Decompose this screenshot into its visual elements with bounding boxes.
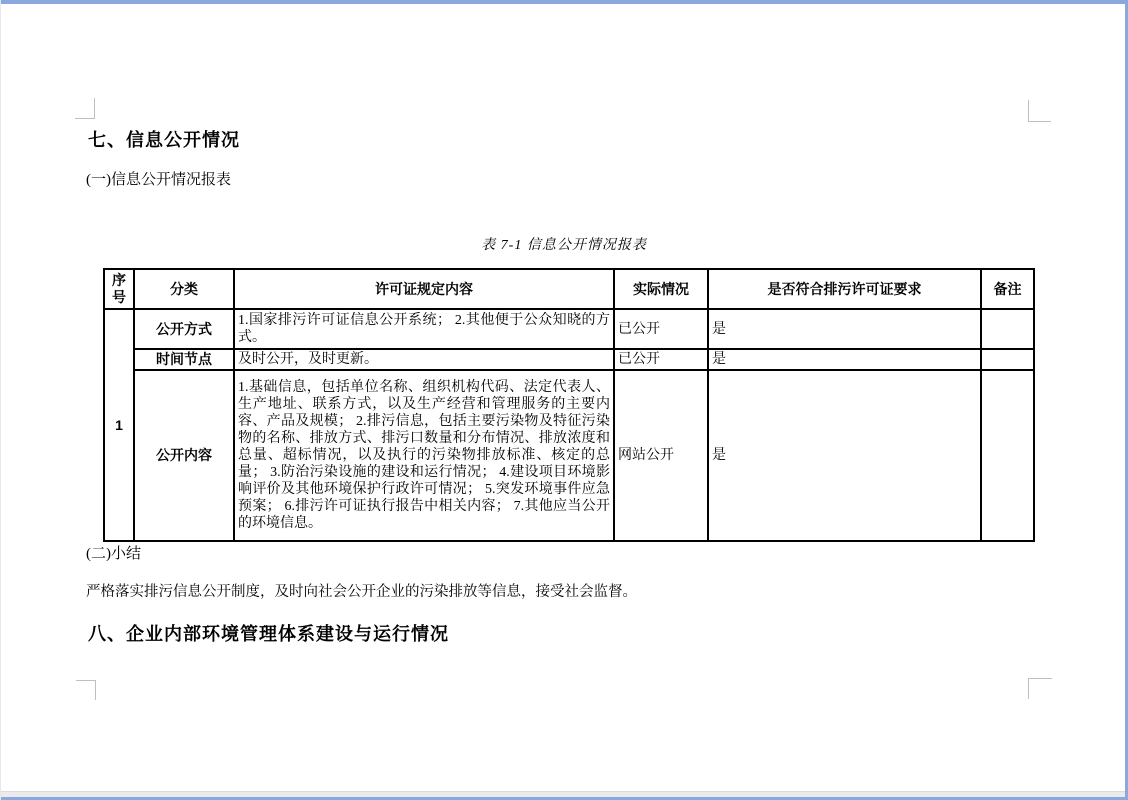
table-row — [104, 349, 1034, 370]
compliance-cell: 是 — [708, 349, 981, 370]
header-compliance: 是否符合排污许可证要求 — [708, 269, 981, 309]
content-cell: 1.基础信息，包括单位名称、组织机构代码、法定代表人、生产地址、联系方式，以及生产经营和管理服务的主要内容、产品及规模； 2.排污信息，包括主要污染物及特征污染物的名称、排放方式、排污口数量和分布情况、排放浓度和总量、超标情况，以及执行的污染物排放标准、核定的总量； 3.防治污染设施的建设和运行情况； 4.建设项目环境影响评价及其他环境保护行政许可情况； 5.突发环境事件应急预案； 6.排污许可证执行报告中相关内容； 7.其他应当公开的环境信息。 — [234, 370, 614, 541]
header-remark: 备注 — [981, 269, 1034, 309]
remark-cell — [981, 349, 1034, 370]
category-cell: 时间节点 — [134, 349, 234, 370]
content-cell: 及时公开，及时更新。 — [234, 349, 614, 370]
table-row — [104, 309, 1034, 349]
header-serial: 序号 — [104, 269, 134, 309]
subsection-2-heading: (二)小结 — [86, 546, 141, 562]
actual-cell: 已公开 — [614, 309, 708, 349]
remark-cell — [981, 309, 1034, 349]
header-permit-content: 许可证规定内容 — [234, 269, 614, 309]
content-cell: 1.国家排污许可证信息公开系统； 2.其他便于公众知晓的方式。 — [234, 309, 614, 349]
disclosure-table — [103, 268, 1035, 542]
header-actual: 实际情况 — [614, 269, 708, 309]
table-header-row — [104, 269, 1034, 309]
category-cell: 公开内容 — [134, 370, 234, 541]
window-border-left — [0, 0, 1, 800]
crop-mark-bottom-right — [1028, 678, 1052, 699]
actual-cell: 网站公开 — [614, 370, 708, 541]
header-category: 分类 — [134, 269, 234, 309]
actual-cell: 已公开 — [614, 349, 708, 370]
compliance-cell: 是 — [708, 370, 981, 541]
section-7-heading: 七、信息公开情况 — [88, 130, 240, 150]
window-border-top — [0, 0, 1128, 4]
remark-cell — [981, 370, 1034, 541]
crop-mark-bottom-left — [76, 680, 96, 700]
crop-mark-top-right — [1028, 100, 1051, 122]
category-cell: 公开方式 — [134, 309, 234, 349]
section-8-heading: 八、企业内部环境管理体系建设与运行情况 — [88, 624, 449, 644]
table-caption: 表 7-1 信息公开情况报表 — [481, 238, 647, 253]
crop-mark-top-left — [75, 98, 95, 119]
subsection-1-heading: (一)信息公开情况报表 — [86, 172, 231, 188]
summary-paragraph: 严格落实排污信息公开制度，及时向社会公开企业的污染排放等信息，接受社会监督。 — [86, 584, 637, 600]
compliance-cell: 是 — [708, 309, 981, 349]
table-row — [104, 370, 1034, 541]
serial-cell: 1 — [104, 309, 134, 541]
